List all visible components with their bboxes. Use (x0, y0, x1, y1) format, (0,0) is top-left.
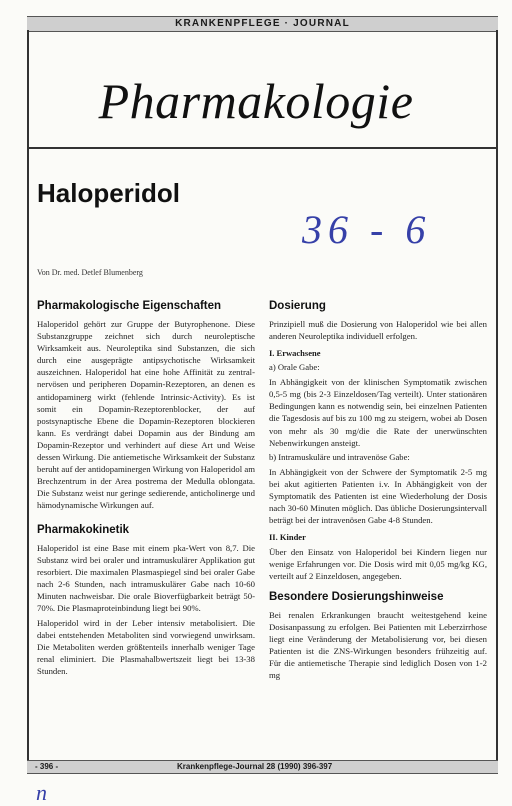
left-column (37, 300, 255, 681)
paragraph: Haloperidol wird in der Leber intensiv metabolisiert. Die dabei entstehenden Metaboliten sind vorwiegend unwirksam. Die Metaboliten werden größtenteils innerhalb weniger Tage renal eliminiert. Die Plasmahalbwertszeit liegt bei 13-38 Stunden. (37, 618, 255, 677)
title-rule (27, 147, 498, 149)
page-number: - 396 - (35, 762, 59, 771)
subheading-im-iv: b) Intramuskuläre und intravenöse Gabe: (269, 451, 410, 462)
author-line: Von Dr. med. Detlef Blumenberg (37, 268, 143, 277)
right-column (269, 300, 487, 684)
subheading-children: II. Kinder (269, 532, 306, 543)
article-title: Haloperidol (37, 178, 181, 208)
heading-pharmacokinetics: Pharmakokinetik (37, 523, 130, 536)
subheading-oral: a) Orale Gabe: (269, 362, 320, 373)
journal-citation: Krankenpflege-Journal 28 (1990) 396-397 (177, 762, 333, 771)
heading-dosage: Dosierung (269, 300, 326, 312)
paragraph: Haloperidol gehört zur Gruppe der Butyrophenone. Diese Substanzgruppe zeichnet sich durch neuroleptische Wirksamkeit aus. Neuroleptika sind Substanzen, die sich durch eine ausgeprägte antipsychotische Wirksamkeit auszeichnen. Haloperidol hat eine hohe Affinität zu zentral-nervösen und peripheren Dopamin-Rezeptoren, an denen es antidopaminerg wirkt (fehlende Intrinsic-Activity). Es ist somit ein Dopamin-Rezeptorenblocker, der auf postsynaptische Ebene die Dopamin-Rezeptoren blockieren kann. Es verdrängt dabei Dopamin aus der Bindung am Dopamin-Rezeptor und verhindert auf diese Art und Weise dessen Wirkung. Die antiemetische Wirksamkeit der Substanz beruht auf der antidopaminergen Wirkung von Haloperidol am Brechzentrum in der Area postrema der Medulla oblongata. Die Substanz weist nur geringe sedierende, anticholinerge und hämodynamische Wirkungen auf. (37, 319, 255, 511)
paragraph: Über den Einsatz von Haloperidol bei Kindern liegen nur wenige Erfahrungen vor. Die Dosis wird mit 0,05 mg/kg KG, verteilt auf 2 Einzeldosen, angegeben. (269, 547, 487, 582)
footer-bar (27, 760, 498, 774)
paragraph: In Abhängigkeit von der Schwere der Symptomatik 2-5 mg bei akut agitierten Patienten i.v. In Abhängigkeit von der Symptomatik des Patienten ist eine Wiederholung der Dosis nach 30-60 Minuten möglich. Das übliche Dosierungsintervall beträgt bei der intravenösen Gabe 4-8 Stunden. (269, 466, 487, 526)
section-title: Pharmakologie (98, 73, 414, 129)
paragraph: Bei renalen Erkrankungen braucht weitestgehend keine Dosisanpassung zu erfolgen. Bei Patienten mit Leberzirrhose liegt eine Veränderung der Metabolisierung vor, bei diesen Patienten ist die ZNS-Wirkungen besonders frühzeitig auf. Für die antiemetische Therapie sind lediglich Dosen von 1-2 mg (269, 609, 487, 680)
subheading-adults: I. Erwachsene (269, 348, 321, 359)
journal-name: KRANKENPFLEGE · JOURNAL (175, 18, 350, 29)
heading-special-dosage: Besondere Dosierungshinweise (269, 590, 444, 603)
paragraph: In Abhängigkeit von der klinischen Symptomatik zwischen 0,5-5 mg (bis 2-3 Einzeldosen/Tag verteilt). Unter stationären Bedingungen kann es notwendig sein, bei einzelnen Patienten die Tagesdosis auf bis zu 100 mg zu steigern, wobei ab Dosen von mehr als 30 mg/die die Rate der unerwünschten Nebenwirkungen ansteigt. (269, 377, 487, 448)
heading-pharmacological-properties: Pharmakologische Eigenschaften (37, 300, 222, 312)
paragraph: Haloperidol ist eine Base mit einem pka-Wert von 8,7. Die Substanz wird bei oraler und intramuskulärer Applikation gut resorbiert. Die maximalen Plasmaspiegel sind bei oraler Gabe nach 2-6 Stunden, nach intramuskulärer Gabe nach 10-60 Minuten nachweisbar. Die orale Bioverfügbarkeit beträgt 50-70%. Die Plasmaproteinbindung liegt bei 90%. (37, 542, 255, 613)
paragraph: Prinzipiell muß die Dosierung von Haloperidol wie bei allen anderen Neuroleptika individuell erfolgen. (269, 319, 487, 342)
handwritten-note: 36 - 6 (302, 207, 432, 252)
handwritten-page-mark: ᴨ (36, 780, 48, 805)
